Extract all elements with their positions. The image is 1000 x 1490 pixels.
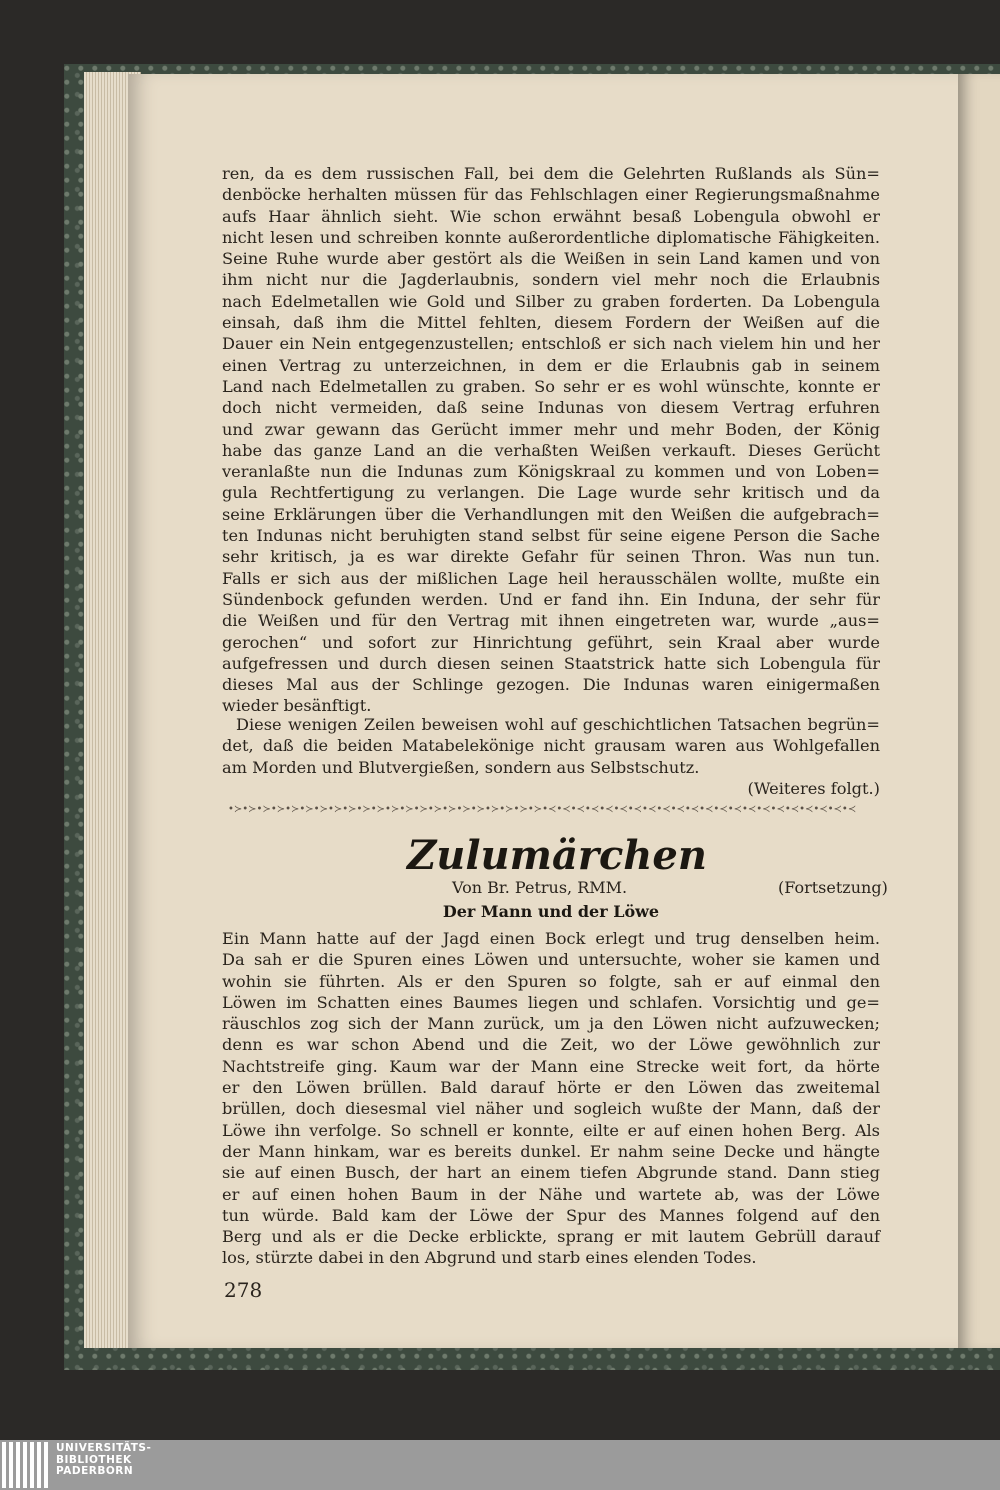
series-note: (Fortsetzung) xyxy=(778,878,888,897)
text-line: Ein Mann hatte auf der Jagd einen Bock erlegt und trug denselben heim. xyxy=(222,929,880,948)
text-line: nicht lesen und schreiben konnte außerordentliche diplomatische Fähigkeiten. xyxy=(222,227,880,247)
text-line: Land nach Edelmetallen zu graben. So sehr er es wohl wünschte, konnte er xyxy=(222,376,880,396)
logo-line: PADERBORN xyxy=(56,1465,134,1477)
text-line: ten Indunas nicht beruhigten stand selbst für seine eigene Person die Sache xyxy=(222,526,880,546)
story-subtitle: Der Mann und der Löwe xyxy=(442,902,660,921)
text-line: wohin sie führten. Als er den Spuren so folgte, sah er auf einmal den xyxy=(222,971,880,991)
text-line: wieder besänftigt. xyxy=(222,696,372,716)
text-line: aufs Haar ähnlich sieht. Wie schon erwähnt besaß Lobengula obwohl er xyxy=(222,206,880,226)
logo-line: UNIVERSITÄTS- xyxy=(56,1442,152,1454)
text-line: dieses Mal aus der Schlinge gezogen. Die Indunas waren einigermaßen xyxy=(222,675,880,695)
text-line: sehr kritisch, ja es war direkte Gefahr für seinen Thron. Was nun tun. xyxy=(222,547,880,567)
text-line: räuschlos zog sich der Mann zurück, um ja den Löwen nicht aufzuwecken; xyxy=(222,1014,880,1034)
text-line: er auf einen hohen Baum in der Nähe und wartete ab, was der Löwe xyxy=(222,1184,880,1204)
text-line: los, stürzte dabei in den Abgrund und starb eines elenden Todes. xyxy=(222,1248,757,1268)
text-line: tun würde. Bald kam der Löwe der Spur des Mannes folgend auf den xyxy=(222,1205,880,1225)
text-line: Löwen im Schatten eines Baumes liegen und schlafen. Vorsichtig und ge= xyxy=(222,992,880,1012)
text-line: Sündenbock gefunden werden. Und er fand ihn. Ein Induna, der sehr für xyxy=(222,589,880,609)
text-line: Falls er sich aus der mißlichen Lage heil herausschälen wollte, mußte ein xyxy=(222,568,880,588)
text-line: am Morden und Blutvergießen, sondern aus Selbstschutz. xyxy=(222,757,700,777)
text-line: ren, da es dem russischen Fall, bei dem die Gelehrten Rußlands als Sün= xyxy=(222,164,880,183)
text-line: einsah, daß ihm die Mittel fehlten, diesem Fordern der Weißen auf die xyxy=(222,313,880,333)
text-line: Da sah er die Spuren eines Löwen und untersuchte, woher sie kamen und xyxy=(222,950,880,970)
library-logo-text xyxy=(56,1443,151,1478)
article-title: Zulumärchen xyxy=(407,832,707,879)
text-line: Berg und als er die Decke erblickte, sprang er mit lautem Gebrüll darauf xyxy=(222,1227,880,1247)
page-number: 278 xyxy=(224,1278,263,1302)
text-line: er den Löwen brüllen. Bald darauf hörte er den Löwen das zweitemal xyxy=(222,1078,880,1098)
text-line: habe das ganze Land an die verhaßten Weißen verkauft. Dieses Gerücht xyxy=(222,440,880,460)
logo-line: BIBLIOTHEK xyxy=(56,1453,132,1466)
text-line: und zwar gewann das Gerücht immer mehr und mehr Boden, der König xyxy=(222,419,880,439)
text-line: die Weißen und für den Vertrag mit ihnen eingetreten war, wurde „aus= xyxy=(222,611,880,631)
text-line: sie auf einen Busch, der hart an einem tiefen Abgrunde stand. Dann stieg xyxy=(222,1163,880,1183)
text-line: seine Erklärungen über die Verhandlungen mit den Weißen die aufgebrach= xyxy=(222,504,880,524)
facing-page-edge xyxy=(958,74,1000,1348)
text-line: einen Vertrag zu unterzeichnen, in dem er die Erlaubnis gab in seinem xyxy=(222,355,880,375)
text-line: Dauer ein Nein entgegenzustellen; entschloß er sich nach vielem hin und her xyxy=(222,334,880,354)
text-line: doch nicht vermeiden, daß seine Indunas von diesem Vertrag erfuhren xyxy=(222,398,880,418)
text-line: veranlaßte nun die Indunas zum Königskraal zu kommen und von Loben= xyxy=(222,462,880,482)
decorative-divider: •≻•≻•≻•≻•≻•≻•≻•≻•≻•≻•≻•≻•≻•≻•≻•≻•≻•≻•≻•≻•≻•≻•≺•≺•≺•≺•≺•≺•≺•≺•≺•≺•≺•≺•≺•≺•≺•≺•≺•≺•≺•≺•≺•≺ xyxy=(228,804,857,815)
paragraph-2 xyxy=(222,714,880,799)
text-line: nach Edelmetallen wie Gold und Silber zu graben forderten. Da Lobengula xyxy=(222,291,880,311)
text-line: gula Rechtfertigung zu verlangen. Die Lage wurde sehr kritisch und da xyxy=(222,483,880,503)
text-line: aufgefressen und durch diesen seinen Staatstrick hatte sich Lobengula für xyxy=(222,653,880,673)
article-byline: Von Br. Petrus, RMM. xyxy=(452,878,628,897)
text-line: Diese wenigen Zeilen beweisen wohl auf geschichtlichen Tatsachen begrün= xyxy=(236,715,880,734)
text-line: der Mann hinkam, war es bereits dunkel. Er nahm seine Decke und hängte xyxy=(222,1141,880,1161)
text-line: Seine Ruhe wurde aber gestört als die Weißen in sein Land kamen und von xyxy=(222,249,880,269)
text-line: brüllen, doch diesesmal viel näher und sogleich wußte der Mann, daß der xyxy=(222,1099,880,1119)
library-logo-icon xyxy=(0,1442,50,1488)
text-line: denn es war schon Abend und die Zeit, wo der Löwe gewöhnlich zur xyxy=(222,1035,880,1055)
text-line: denböcke herhalten müssen für das Fehlschlagen einer Regierungsmaßnahme xyxy=(222,185,880,205)
continued-note: (Weiteres folgt.) xyxy=(747,778,880,798)
text-line: gerochen“ und sofort zur Hinrichtung geführt, sein Kraal aber wurde xyxy=(222,632,880,652)
paragraph-3 xyxy=(222,928,880,1269)
text-line: Löwe ihn verfolge. So schnell er konnte, eilte er auf einen hohen Berg. Als xyxy=(222,1120,880,1140)
paragraph-1 xyxy=(222,163,880,717)
text-line: det, daß die beiden Matabelekönige nicht grausam waren aus Wohlgefallen xyxy=(222,736,880,756)
text-line: ihm nicht nur die Jagderlaubnis, sondern viel mehr noch die Erlaubnis xyxy=(222,270,880,290)
text-line: Nachtstreife ging. Kaum war der Mann eine Strecke weit fort, da hörte xyxy=(222,1056,880,1076)
